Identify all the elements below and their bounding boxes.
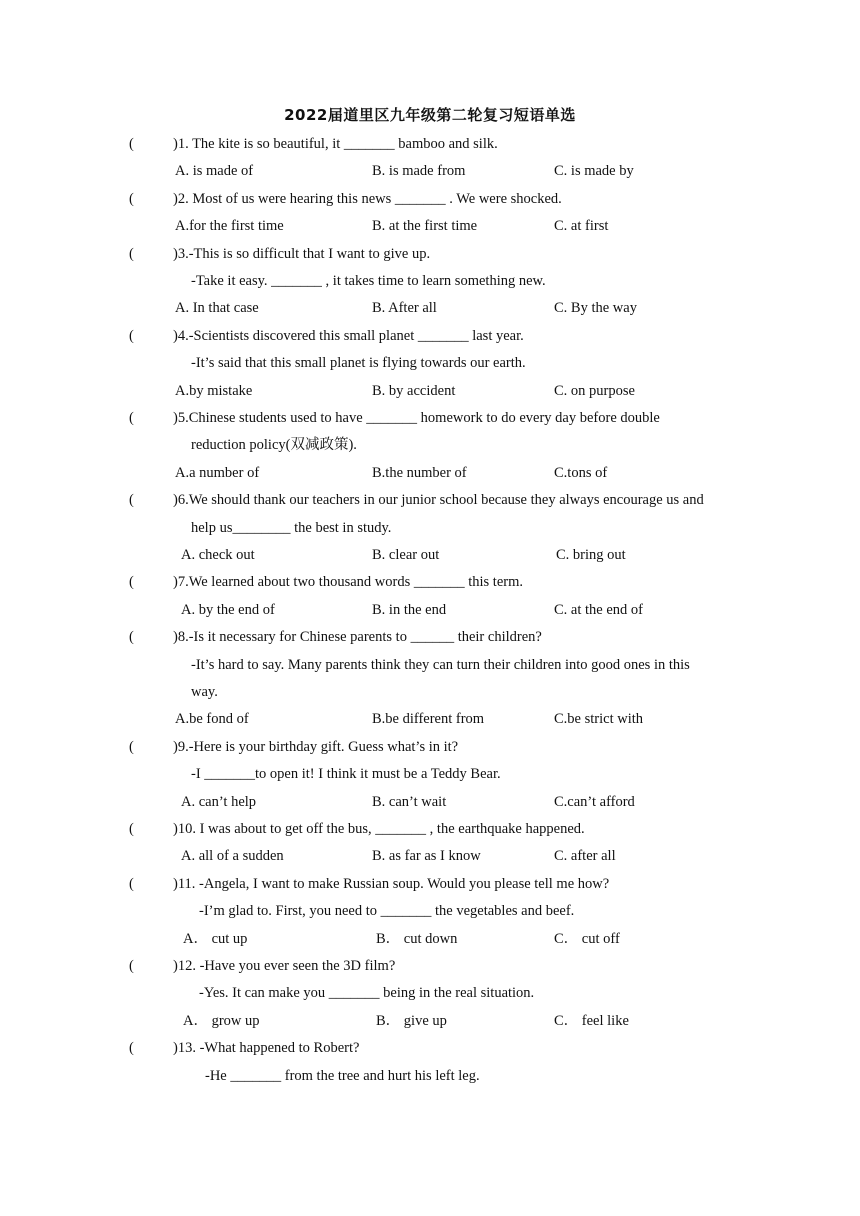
option-c: C. at the end of bbox=[554, 601, 643, 618]
option-c: C. at first bbox=[554, 218, 609, 235]
answer-blank-open: ( bbox=[129, 821, 134, 837]
question-text-continued: help us________ the best in study. bbox=[191, 519, 392, 536]
option-b: B． cut down bbox=[376, 930, 458, 947]
option-a: A. by the end of bbox=[181, 601, 275, 618]
option-b: B.the number of bbox=[372, 464, 467, 481]
question-text: )10. I was about to get off the bus, _______ , the earthquake happened. bbox=[173, 821, 585, 837]
option-c: C.can’t afford bbox=[554, 793, 635, 810]
option-c: C. bring out bbox=[556, 547, 626, 563]
question-text: )8.-Is it necessary for Chinese parents to ______ their children? bbox=[173, 629, 542, 646]
answer-blank-open: ( bbox=[129, 190, 134, 207]
option-b: B. After all bbox=[372, 300, 437, 317]
question-text-continued: -Yes. It can make you _______ being in the real situation. bbox=[199, 985, 535, 1002]
option-c: C.be strict with bbox=[554, 711, 644, 728]
question-text: )3.-This is so difficult that I want to give up. bbox=[173, 245, 431, 262]
option-a: A. In that case bbox=[175, 300, 259, 317]
question-text-continued: -It’s hard to say. Many parents think they can turn their children into good ones in this bbox=[191, 656, 690, 673]
option-a: A.by mistake bbox=[175, 382, 253, 399]
option-a: A.be fond of bbox=[175, 711, 249, 728]
option-b: B. at the first time bbox=[372, 218, 478, 235]
option-c: C. is made by bbox=[554, 163, 634, 180]
option-b: B. in the end bbox=[372, 601, 447, 618]
option-a: A.a number of bbox=[175, 464, 260, 481]
option-b: B.be different from bbox=[372, 711, 485, 728]
question-text: )4.-Scientists discovered this small planet _______ last year. bbox=[173, 327, 524, 344]
question-text-continued: reduction policy(双减政策). bbox=[191, 437, 357, 454]
question-text-continued: -I’m glad to. First, you need to _______ the vegetables and beef. bbox=[199, 903, 575, 920]
answer-blank-open: ( bbox=[129, 958, 134, 974]
option-a: A． grow up bbox=[183, 1012, 260, 1029]
option-a: A.for the first time bbox=[175, 218, 284, 235]
question-text: )6.We should thank our teachers in our junior school because they always encourage us and bbox=[173, 492, 704, 509]
question-text: )12. -Have you ever seen the 3D film? bbox=[173, 958, 396, 974]
option-b: B. by accident bbox=[372, 382, 456, 399]
answer-blank-open: ( bbox=[129, 629, 134, 646]
question-text: )11. -Angela, I want to make Russian soup. Would you please tell me how? bbox=[173, 875, 610, 892]
option-b: B. clear out bbox=[372, 547, 440, 563]
option-c: C. after all bbox=[554, 848, 616, 865]
option-a: A. can’t help bbox=[181, 793, 257, 810]
question-text: )9.-Here is your birthday gift. Guess what’s in it? bbox=[173, 738, 459, 755]
answer-blank-open: ( bbox=[129, 875, 134, 892]
option-b: B. can’t wait bbox=[372, 793, 447, 810]
question-text: )13. -What happened to Robert? bbox=[173, 1040, 360, 1057]
option-c: C． feel like bbox=[554, 1012, 629, 1029]
option-b: B. as far as I know bbox=[372, 848, 481, 865]
option-b: B． give up bbox=[376, 1012, 447, 1029]
answer-blank-open: ( bbox=[129, 136, 134, 152]
question-text-continued: -It’s said that this small planet is flying towards our earth. bbox=[191, 355, 526, 372]
option-c: C.tons of bbox=[554, 464, 608, 481]
option-b: B. is made from bbox=[372, 163, 466, 180]
answer-blank-open: ( bbox=[129, 410, 134, 426]
answer-blank-open: ( bbox=[129, 1040, 134, 1057]
option-c: C. By the way bbox=[554, 300, 637, 317]
page-title: 2022届道里区九年级第二轮复习短语单选 bbox=[284, 106, 576, 124]
question-text-continued: -I _______to open it! I think it must be a Teddy Bear. bbox=[191, 766, 501, 783]
option-c: C. on purpose bbox=[554, 382, 635, 399]
option-a: A. is made of bbox=[175, 163, 254, 180]
option-a: A. check out bbox=[181, 547, 255, 563]
question-text: )1. The kite is so beautiful, it _______ bamboo and silk. bbox=[173, 136, 498, 152]
answer-blank-open: ( bbox=[129, 245, 134, 262]
answer-blank-open: ( bbox=[129, 574, 134, 591]
option-a: A. all of a sudden bbox=[181, 848, 284, 865]
question-text-continued: -He _______ from the tree and hurt his left leg. bbox=[205, 1067, 480, 1084]
question-text: )5.Chinese students used to have _______ homework to do every day before double bbox=[173, 410, 660, 426]
option-c: C． cut off bbox=[554, 930, 620, 947]
question-text: )2. Most of us were hearing this news _______ . We were shocked. bbox=[173, 190, 562, 207]
answer-blank-open: ( bbox=[129, 738, 134, 755]
question-text-continued: -Take it easy. _______ , it takes time to learn something new. bbox=[191, 273, 546, 289]
question-text: )7.We learned about two thousand words _______ this term. bbox=[173, 574, 523, 591]
question-text-continued: way. bbox=[191, 684, 218, 700]
option-a: A． cut up bbox=[183, 930, 248, 947]
answer-blank-open: ( bbox=[129, 327, 134, 344]
answer-blank-open: ( bbox=[129, 492, 134, 509]
